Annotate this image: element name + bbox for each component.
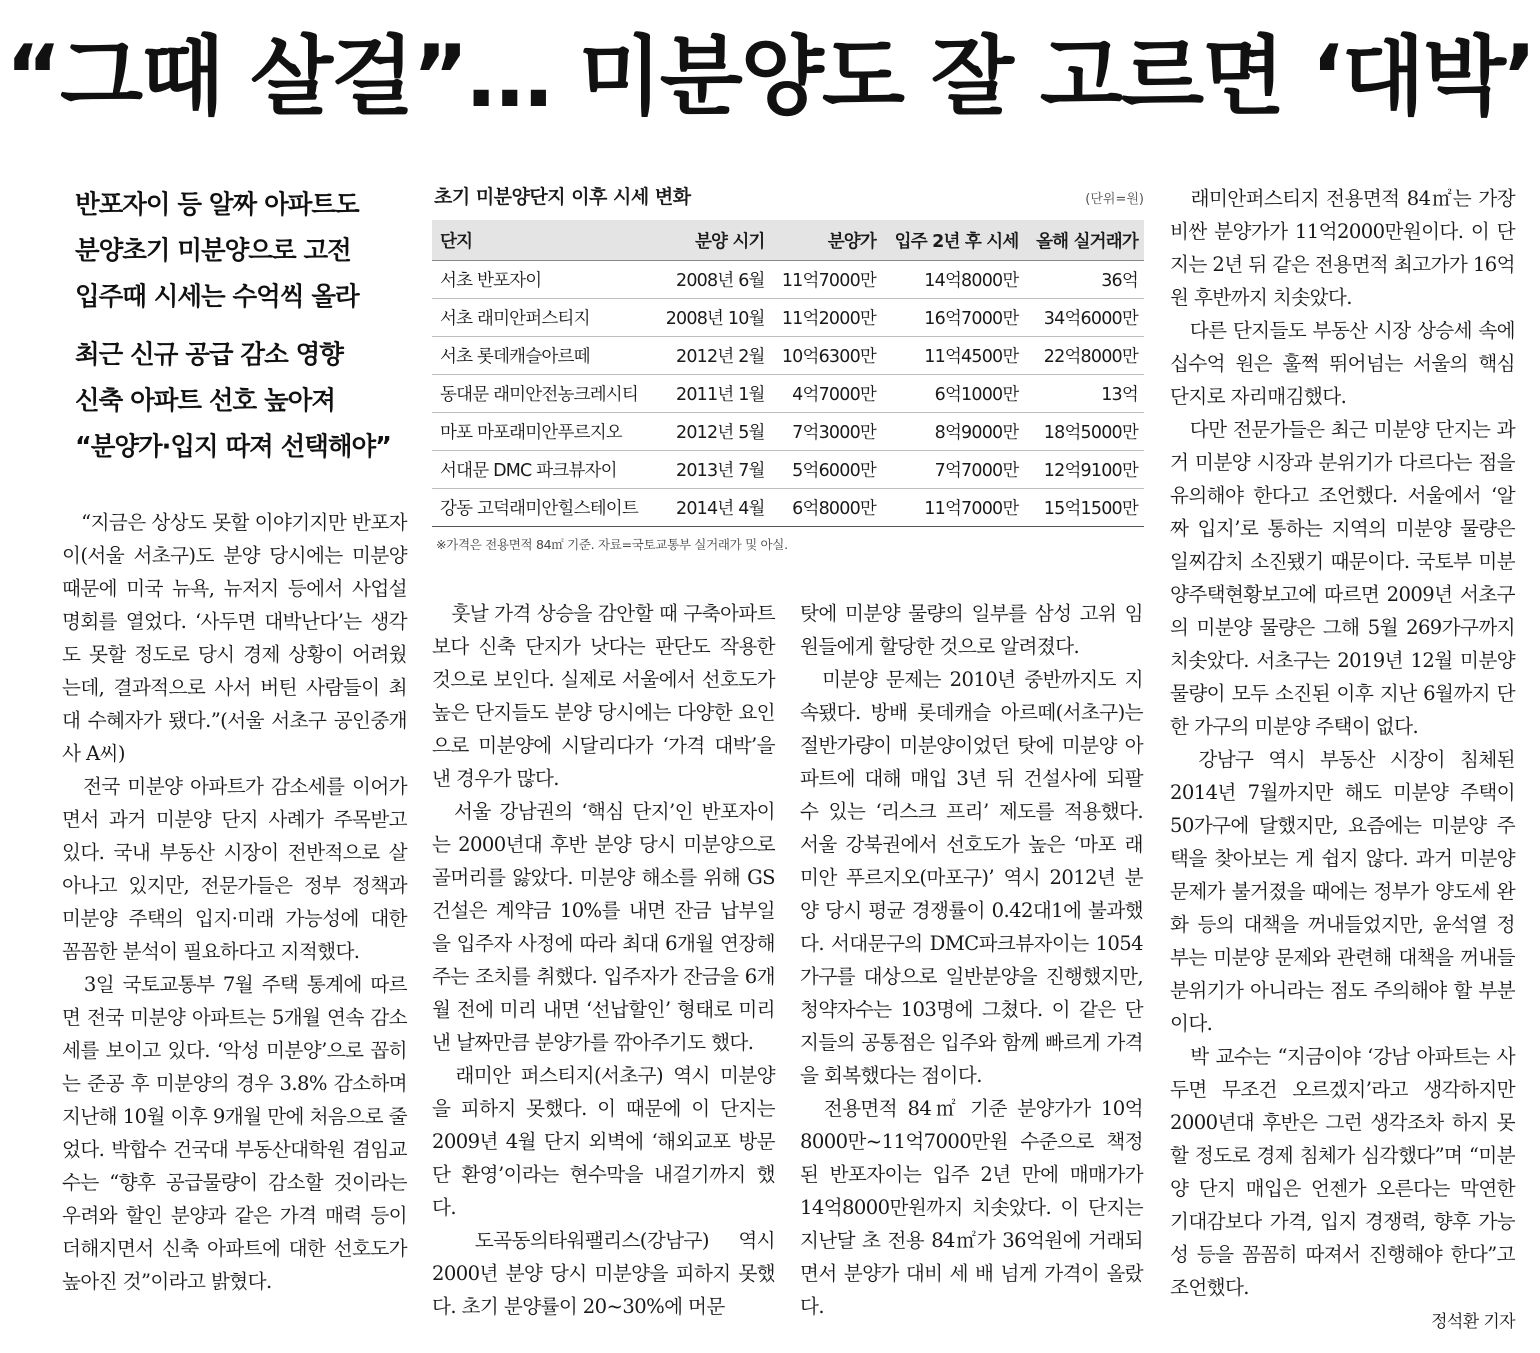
subhead-line: 입주때 시세는 수억씩 올라: [75, 282, 359, 312]
table-row: [432, 413, 1144, 451]
table-cell: 7억3000만: [771, 413, 882, 451]
paragraph: 훗날 가격 상승을 감안할 때 구축아파트보다 신축 단지가 낫다는 판단도 작용한 것으로 보인다. 실제로 서울에서 선호도가 높은 단지들도 분양 당시에는 다양한 요인으로 미분양에 시달리다가 ‘가격 대박’을 낸 경우가 많다.: [432, 602, 775, 790]
article-column-3: [800, 597, 1143, 1323]
table-row: [432, 299, 1144, 337]
column-header: 분양 시기: [654, 220, 770, 261]
table-cell: 동대문 래미안전농크레시티: [432, 375, 654, 413]
table-footnote: ※가격은 전용면적 84㎡ 기준. 자료=국토교통부 실거래가 및 아실.: [436, 537, 788, 552]
table-cell: 36억: [1025, 261, 1145, 299]
price-change-table-box: [432, 182, 1144, 553]
table-cell: 13억: [1025, 375, 1145, 413]
article-column-4: [1170, 182, 1515, 1339]
subhead-group-2: [75, 332, 405, 470]
column-header: 단지: [432, 220, 654, 261]
headline: “그때 살걸”… 미분양도 잘 고르면 ‘대박’: [5, 27, 1535, 127]
table-header-row: [432, 220, 1144, 261]
table-title: 초기 미분양단지 이후 시세 변화: [434, 186, 691, 208]
subhead-group-1: [75, 182, 405, 320]
paragraph: 래미안 퍼스티지(서초구) 역시 미분양을 피하지 못했다. 이 때문에 이 단지는 2009년 4월 단지 외벽에 ‘해외교포 방문단 환영’이라는 현수막을 내걸기까지 했다.: [432, 1064, 775, 1219]
table-cell: 18억5000만: [1025, 413, 1145, 451]
table-cell: 마포 마포래미안푸르지오: [432, 413, 654, 451]
table-cell: 2008년 6월: [654, 261, 770, 299]
table-cell: 서초 롯데캐슬아르떼: [432, 337, 654, 375]
byline: 정석환 기자: [1431, 1312, 1515, 1332]
table-cell: 2014년 4월: [654, 489, 770, 527]
paragraph: 전용면적 84㎡ 기준 분양가가 10억8000만~11억7000만원 수준으로 책정된 반포자이는 입주 2년 만에 매매가가 14억8000만원까지 치솟았다. 이 단지는 지난달 초 전용 84㎡가 36억원에 거래되면서 분양가 대비 세 배 넘게 가격이 올랐다.: [800, 1097, 1143, 1318]
table-cell: 6억8000만: [771, 489, 882, 527]
subheadings: [75, 182, 405, 482]
table-cell: 서초 반포자이: [432, 261, 654, 299]
table-row: [432, 451, 1144, 489]
article-column-1: [62, 506, 407, 1298]
subhead-line: 분양초기 미분양으로 고전: [75, 236, 351, 266]
table-cell: 강동 고덕래미안힐스테이트: [432, 489, 654, 527]
table-cell: 서대문 DMC 파크뷰자이: [432, 451, 654, 489]
subhead-line: 반포자이 등 알짜 아파트도: [75, 190, 359, 220]
paragraph: 강남구 역시 부동산 시장이 침체된 2014년 7월까지만 해도 미분양 주택이 50가구에 달했지만, 요즘에는 미분양 주택을 찾아보는 게 쉽지 않다. 과거 미분양 문제가 불거졌을 때에는 정부가 양도세 완화 등의 대책을 꺼내들었지만, 윤석열 정부는 미분양 문제와 관련해 대책을 꺼내들 분위기가 아니라는 점도 주의해야 할 부분이다.: [1170, 748, 1515, 1035]
table-cell: 2008년 10월: [654, 299, 770, 337]
table-unit: (단위=원): [1085, 192, 1144, 207]
table-row: [432, 261, 1144, 299]
table-cell: 12억9100만: [1025, 451, 1145, 489]
paragraph: 박 교수는 “지금이야 ‘강남 아파트는 사두면 무조건 오르겠지’라고 생각하지만 2000년대 후반은 그런 생각조차 하지 못할 정도로 경제 침체가 심각했다”며 “미분양 단지 매입은 언젠가 오른다는 막연한 기대감보다 가격, 입지 경쟁력, 향후 가능성 등을 꼼꼼히 따져서 진행해야 한다”고 조언했다.: [1170, 1045, 1515, 1299]
table-cell: 2013년 7월: [654, 451, 770, 489]
table-cell: 7억7000만: [882, 451, 1024, 489]
paragraph: 미분양 문제는 2010년 중반까지도 지속됐다. 방배 롯데캐슬 아르떼(서초구)는 절반가량이 미분양이었던 탓에 미분양 아파트에 대해 매입 3년 뒤 건설사에 되팔 수 있는 ‘리스크 프리’ 제도를 적용했다. 서울 강북권에서 선호도가 높은 ‘마포 래미안 푸르지오(마포구)’ 역시 2012년 분양 당시 평균 경쟁률이 0.42대1에 불과했다. 서대문구의 DMC파크뷰자이는 1054가구를 대상으로 일반분양을 진행했지만, 청약자수는 103명에 그쳤다. 이 같은 단지들의 공통점은 입주와 함께 빠르게 가격을 회복했다는 점이다.: [800, 668, 1143, 1087]
column-header: 분양가: [771, 220, 882, 261]
table-cell: 11억7000만: [882, 489, 1024, 527]
article-column-2: [432, 597, 775, 1323]
table-row: [432, 489, 1144, 527]
table-cell: 11억2000만: [771, 299, 882, 337]
subhead-line: 신축 아파트 선호 높아져: [75, 386, 335, 416]
paragraph: 3일 국토교통부 7월 주택 통계에 따르면 전국 미분양 아파트는 5개월 연속 감소세를 보이고 있다. ‘악성 미분양’으로 꼽히는 준공 후 미분양의 경우 3.8% 감소하며 지난해 10월 이후 9개월 만에 처음으로 줄었다. 박합수 건국대 부동산대학원 겸임교수는 “향후 공급물량이 감소할 것이라는 우려와 할인 분양과 같은 가격 매력 등이 더해지면서 신축 아파트에 대한 선호도가 높아진 것”이라고 밝혔다.: [62, 973, 408, 1293]
table-cell: 14억8000만: [882, 261, 1024, 299]
paragraph: “지금은 상상도 못할 이야기지만 반포자이(서울 서초구)도 분양 당시에는 미분양 때문에 미국 뉴욕, 뉴저지 등에서 사업설명회를 열었다. ‘사두면 대박난다’는 생각도 못할 정도로 당시 경제 상황이 어려웠는데, 결과적으로 사서 버틴 사람들이 최대 수혜자가 됐다.”(서울 서초구 공인중개사 A씨): [62, 511, 407, 765]
paragraph: 도곡동의타워팰리스(강남구) 역시 2000년 분양 당시 미분양을 피하지 못했다. 초기 분양률이 20~30%에 머문: [432, 1229, 775, 1318]
table-cell: 16억7000만: [882, 299, 1024, 337]
table-cell: 2011년 1월: [654, 375, 770, 413]
table-cell: 15억1500만: [1025, 489, 1145, 527]
column-header: 올해 실거래가: [1025, 220, 1145, 261]
table-cell: 5억6000만: [771, 451, 882, 489]
subhead-line: 최근 신규 공급 감소 영향: [75, 340, 343, 370]
table-cell: 34억6000만: [1025, 299, 1145, 337]
table-cell: 22억8000만: [1025, 337, 1145, 375]
table-cell: 4억7000만: [771, 375, 882, 413]
paragraph: 탓에 미분양 물량의 일부를 삼성 고위 임원들에게 할당한 것으로 알려졌다.: [800, 602, 1143, 658]
table-cell: 8억9000만: [882, 413, 1024, 451]
table-row: [432, 337, 1144, 375]
paragraph: 서울 강남권의 ‘핵심 단지’인 반포자이는 2000년대 후반 분양 당시 미분양으로 골머리를 앓았다. 미분양 해소를 위해 GS건설은 계약금 10%를 내면 잔금 납부일을 입주자 사정에 따라 최대 6개월 연장해주는 조치를 취했다. 입주자가 잔금을 6개월 전에 미리 내면 ‘선납할인’ 형태로 미리 낸 날짜만큼 분양가를 깎아주기도 했다.: [432, 800, 775, 1054]
table-cell: 10억6300만: [771, 337, 882, 375]
table-header-bar: [432, 182, 1144, 220]
subhead-line: “분양가·입지 따져 선택해야”: [75, 432, 391, 462]
column-header: 입주 2년 후 시세: [882, 220, 1024, 261]
table-cell: 6억1000만: [882, 375, 1024, 413]
paragraph: 다만 전문가들은 최근 미분양 단지는 과거 미분양 시장과 분위기가 다르다는 점을 유의해야 한다고 조언했다. 서울에서 ‘알짜 입지’로 통하는 지역의 미분양 물량은 일찌감치 소진됐기 때문이다. 국토부 미분양주택현황보고에 따르면 2009년 서초구의 미분양 물량은 그해 5월 269가구까지 치솟았다. 서초구는 2019년 12월 미분양 물량이 모두 소진된 이후 지난 6월까지 단 한 가구의 미분양 주택이 없다.: [1170, 418, 1515, 738]
paragraph: 전국 미분양 아파트가 감소세를 이어가면서 과거 미분양 단지 사례가 주목받고 있다. 국내 부동산 시장이 전반적으로 살아나고 있지만, 전문가들은 정부 정책과 미분양 주택의 입지·미래 가능성에 대한 꼼꼼한 분석이 필요하다고 지적했다.: [62, 775, 407, 963]
paragraph: 다른 단지들도 부동산 시장 상승세 속에 십수억 원은 훌쩍 뛰어넘는 서울의 핵심 단지로 자리매김했다.: [1170, 319, 1515, 408]
table-cell: 2012년 2월: [654, 337, 770, 375]
table-cell: 11억7000만: [771, 261, 882, 299]
paragraph: 래미안퍼스티지 전용면적 84㎡는 가장 비싼 분양가가 11억2000만원이다. 이 단지는 2년 뒤 같은 전용면적 최고가가 16억원 후반까지 치솟았다.: [1170, 187, 1515, 309]
table-cell: 2012년 5월: [654, 413, 770, 451]
table-cell: 서초 래미안퍼스티지: [432, 299, 654, 337]
table-row: [432, 375, 1144, 413]
price-change-table: [432, 220, 1144, 527]
table-cell: 11억4500만: [882, 337, 1024, 375]
